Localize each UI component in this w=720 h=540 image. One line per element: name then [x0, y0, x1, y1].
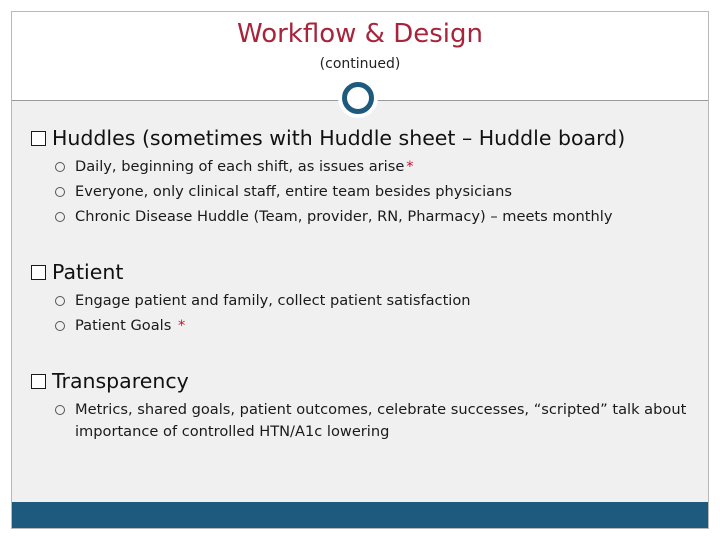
section-heading: Transparency: [52, 369, 189, 393]
list-item-text: Everyone, only clinical staff, entire team besides physicians: [75, 183, 512, 200]
ring-bullet-icon: [55, 212, 65, 222]
bullet-content: [31, 124, 701, 446]
ring-bullet-icon: [55, 187, 65, 197]
list-item-text: Patient Goals: [75, 317, 172, 334]
circle-ornament-icon: [342, 82, 374, 114]
checkbox-bullet-icon: [31, 265, 46, 280]
section-heading: Huddles (sometimes with Huddle sheet – Huddle board): [52, 126, 626, 150]
checkbox-bullet-icon: [31, 374, 46, 389]
list-item-text: Chronic Disease Huddle (Team, provider, RN, Pharmacy) – meets monthly: [75, 208, 613, 225]
list-item-text: Metrics, shared goals, patient outcomes, celebrate successes, “scripted” talk about importance of controlled HTN/A1c lowering: [75, 401, 687, 440]
section-huddles: [31, 124, 701, 228]
slide-subtitle: (continued): [319, 56, 401, 72]
ring-bullet-icon: [55, 321, 65, 331]
asterisk-mark: *: [177, 317, 186, 334]
slide-title: Workflow & Design: [237, 19, 483, 49]
footer-bar: [12, 502, 708, 528]
list-item-text: Engage patient and family, collect patient satisfaction: [75, 292, 471, 309]
section-heading: Patient: [52, 260, 124, 284]
ring-bullet-icon: [55, 405, 65, 415]
list-item-text: Daily, beginning of each shift, as issues arise: [75, 158, 405, 175]
list-item: [55, 156, 701, 178]
section-transparency: [31, 367, 701, 443]
checkbox-bullet-icon: [31, 131, 46, 146]
list-item: [55, 181, 701, 203]
ring-bullet-icon: [55, 296, 65, 306]
asterisk-mark: *: [406, 158, 414, 175]
ring-bullet-icon: [55, 162, 65, 172]
section-patient: [31, 258, 701, 337]
list-item: [55, 399, 701, 443]
slide: [11, 11, 709, 529]
list-item: [55, 315, 701, 337]
list-item: [55, 206, 701, 228]
list-item: [55, 290, 701, 312]
